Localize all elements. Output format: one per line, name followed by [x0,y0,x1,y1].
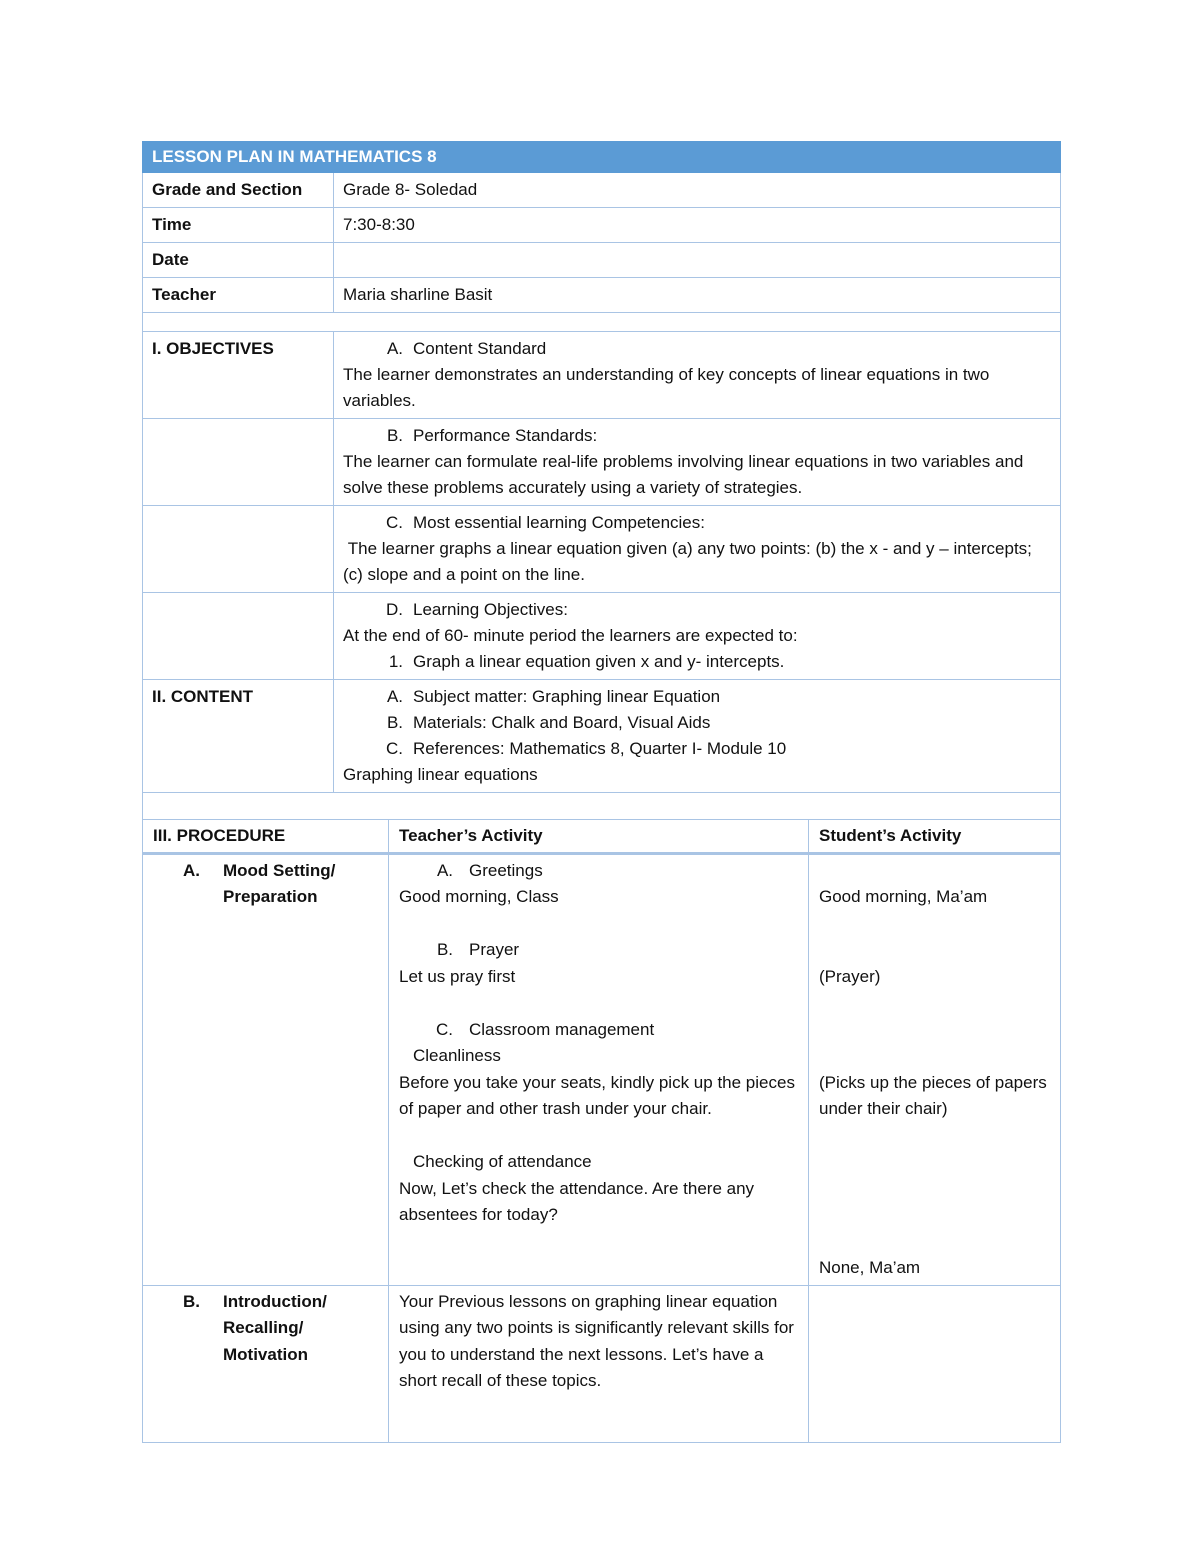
info-value: 7:30-8:30 [334,208,1061,243]
step-label: A. Mood Setting/ Preparation [143,853,389,1285]
student-line: None, Ma’am [819,1258,921,1277]
info-label: Date [143,243,334,278]
info-label: Teacher [143,278,334,313]
activity-subheading: Checking of attendance [413,1152,592,1171]
objective-b [334,419,1061,506]
objective-list-item: 1. Graph a linear equation given x and y- intercepts. [388,652,785,671]
procedure-header-row [143,820,1061,854]
objective-c [334,506,1061,593]
teacher-line: Now, Let’s check the attendance. Are there any absentees for today? [399,1178,755,1224]
objectives-label: I. OBJECTIVES [143,332,334,419]
teacher-line: Before you take your seats, kindly pick up the pieces of paper and other trash under your chair. [399,1072,795,1118]
objective-heading: B. Performance Standards: [386,426,598,445]
info-row [143,208,1061,243]
objective-heading: A. Content Standard [386,339,547,358]
content-label: II. CONTENT [143,680,334,793]
info-label: Time [143,208,334,243]
teacher-activity [389,853,809,1285]
activity-heading: C. Classroom management [436,1019,655,1039]
teacher-line: Good morning, Class [399,887,559,906]
content-item: B. Materials: Chalk and Board, Visual Aids [386,713,711,732]
student-line: (Prayer) [819,966,881,986]
teacher-line: Let us pray first [399,966,516,986]
info-value: Maria sharline Basit [334,278,1061,313]
procedure-step-a [143,853,1061,1285]
activity-heading: B. Prayer [436,940,520,959]
objective-text: At the end of 60- minute period the learners are expected to: [343,626,798,645]
info-value: Grade 8- Soledad [334,173,1061,208]
objective-d [334,593,1061,680]
activity-heading: A. Greetings [436,860,543,880]
student-line: Good morning, Ma’am [819,887,988,906]
info-value [334,243,1061,278]
objective-text: The learner can formulate real-life problems involving linear equations in two variables and solve these problems accurately using a variety of strategies. [343,452,1024,497]
objective-a [334,332,1061,419]
lesson-plan [142,141,1060,1443]
content-cell [334,680,1061,793]
objective-text: The learner demonstrates an understanding of key concepts of linear equations in two variables. [343,365,990,410]
student-activity-header: Student’s Activity [809,820,1061,854]
lesson-title: LESSON PLAN IN MATHEMATICS 8 [143,142,1061,173]
empty-cell [143,506,334,593]
procedure-table [142,819,1061,1443]
spacer-row [143,313,1061,332]
content-footer: Graphing linear equations [343,765,538,784]
student-activity [809,853,1061,1285]
objective-heading: D. Learning Objectives: [386,600,568,619]
teacher-activity-header: Teacher’s Activity [389,820,809,854]
content-item: C. References: Mathematics 8, Quarter I- Module 10 [386,739,787,758]
step-label: B. Introduction/ Recalling/ Motivation [143,1285,389,1442]
info-label: Grade and Section [143,173,334,208]
info-row [143,173,1061,208]
objective-text: The learner graphs a linear equation given (a) any two points: (b) the x - and y – intercepts; (c) slope and a point on the line. [343,539,1037,584]
activity-subheading: Cleanliness [413,1046,501,1065]
student-line: (Picks up the pieces of papers under their chair) [819,1072,1047,1118]
teacher-activity: Your Previous lessons on graphing linear equation using any two points is significantly relevant skills for you to understand the next lessons. Let’s have a short recall of these topics. [389,1285,809,1442]
objective-heading: C. Most essential learning Competencies: [386,513,705,532]
spacer-row [143,793,1061,820]
content-item: A. Subject matter: Graphing linear Equation [386,687,721,706]
procedure-header: III. PROCEDURE [143,820,389,854]
empty-cell [143,419,334,506]
lesson-info-table [142,141,1061,820]
info-row [143,243,1061,278]
student-activity [809,1285,1061,1442]
info-row [143,278,1061,313]
empty-cell [143,593,334,680]
procedure-step-b [143,1285,1061,1442]
